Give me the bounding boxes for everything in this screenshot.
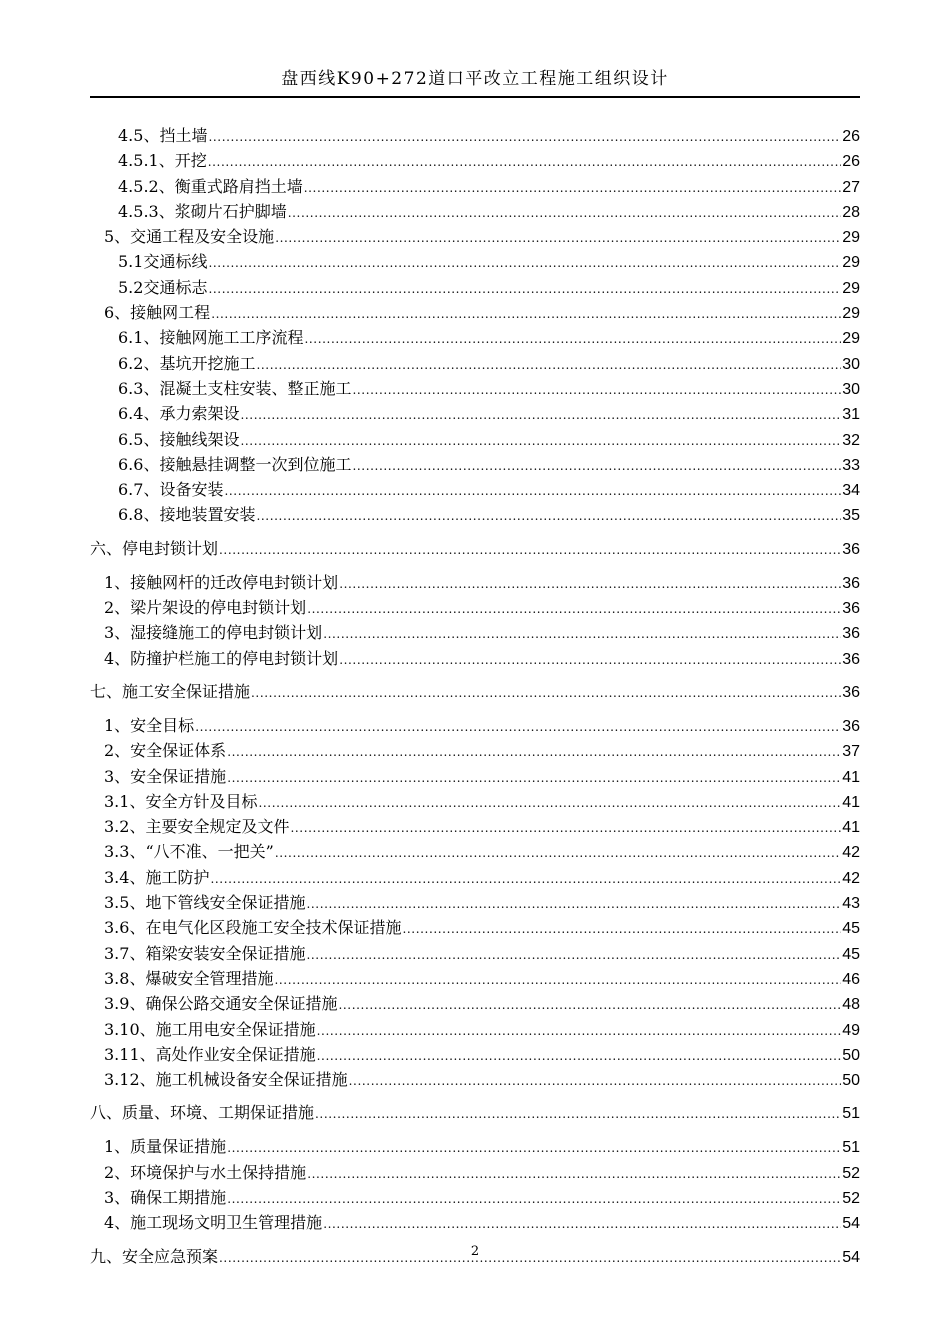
- dot-leader: [219, 538, 841, 562]
- toc-entry-page: 54: [842, 1248, 860, 1266]
- page-number: 2: [470, 1244, 480, 1259]
- toc-entry-page: 26: [842, 128, 860, 145]
- dot-leader: [323, 1213, 841, 1236]
- dot-leader: [195, 716, 841, 739]
- toc-entry-title: 6.3、混凝土支柱安装、整正施工: [118, 378, 352, 398]
- toc-entry[interactable]: [90, 1068, 860, 1093]
- dot-leader: [256, 505, 841, 528]
- toc-entry-title: 6.4、承力索架设: [118, 404, 240, 424]
- dot-leader: [210, 868, 841, 891]
- dot-leader: [317, 1020, 842, 1043]
- toc-entry-page: 32: [842, 431, 860, 449]
- toc-entry[interactable]: [90, 326, 860, 351]
- toc-entry-title: 6.8、接地装置安装: [118, 505, 256, 525]
- toc-entry-title: 3、安全保证措施: [104, 766, 227, 786]
- toc-entry[interactable]: [90, 916, 860, 941]
- dot-leader: [290, 817, 841, 840]
- toc-entry-title: 6.1、接触网施工工序流程: [118, 328, 304, 348]
- toc-entry[interactable]: [90, 571, 860, 596]
- toc-entry-page: 45: [842, 920, 860, 938]
- toc-entry-page: 42: [842, 869, 860, 887]
- toc-entry-title: 5、交通工程及安全设施: [104, 227, 275, 247]
- toc-entry-page: 36: [842, 625, 860, 643]
- toc-entry-page: 51: [842, 1139, 860, 1157]
- dot-leader: [211, 303, 841, 326]
- toc-entry[interactable]: [90, 680, 860, 705]
- toc-entry-title: 3.4、施工防护: [104, 867, 210, 887]
- dot-leader: [317, 1045, 842, 1068]
- toc-entry-title: 5.1交通标线: [118, 252, 208, 272]
- toc-entry[interactable]: [90, 1161, 860, 1186]
- toc-entry-title: 4.5.2、衡重式路肩挡土墙: [118, 176, 303, 196]
- toc-entry-title: 5.2交通标志: [118, 277, 208, 297]
- toc-entry-title: 2、安全保证体系: [104, 741, 227, 761]
- toc-entry[interactable]: [90, 377, 860, 402]
- table-of-contents: [90, 124, 860, 1279]
- toc-entry-page: 36: [842, 574, 860, 592]
- toc-entry-page: 49: [842, 1021, 860, 1039]
- toc-entry-title: 2、梁片架设的停电封锁计划: [104, 598, 307, 618]
- toc-entry-page: 52: [842, 1164, 860, 1182]
- toc-entry-page: 46: [842, 970, 860, 988]
- toc-entry[interactable]: [90, 301, 860, 326]
- toc-entry-page: 42: [842, 844, 860, 862]
- dot-leader: [304, 328, 841, 351]
- toc-entry-page: 29: [842, 305, 860, 323]
- toc-entry-title: 6、接触网工程: [104, 303, 211, 323]
- dot-leader: [339, 573, 841, 596]
- toc-entry[interactable]: [90, 250, 860, 275]
- toc-entry-title: 八、质量、环境、工期保证措施: [90, 1103, 315, 1123]
- toc-entry-page: 30: [842, 380, 860, 398]
- toc-entry[interactable]: [90, 1211, 860, 1236]
- page-header: [90, 62, 860, 98]
- toc-entry-title: 1、接触网杆的迁改停电封锁计划: [104, 572, 339, 592]
- toc-entry-page: 48: [842, 996, 860, 1014]
- toc-entry-title: 6.5、接触线架设: [118, 429, 240, 449]
- toc-entry-title: 4、施工现场文明卫生管理措施: [104, 1213, 323, 1233]
- toc-entry[interactable]: [90, 790, 860, 815]
- toc-entry-title: 6.2、基坑开挖施工: [118, 353, 256, 373]
- toc-entry[interactable]: [90, 815, 860, 840]
- toc-entry-page: 52: [842, 1189, 860, 1207]
- toc-entry[interactable]: [90, 537, 860, 562]
- toc-entry-title: 3.7、箱梁安装安全保证措施: [104, 943, 306, 963]
- toc-entry-title: 3.12、施工机械设备安全保证措施: [104, 1070, 348, 1090]
- dot-leader: [275, 227, 841, 250]
- toc-entry-page: 50: [842, 1046, 860, 1064]
- toc-entry-page: 41: [842, 793, 860, 811]
- toc-entry-title: 3.2、主要安全规定及文件: [104, 817, 290, 837]
- toc-entry-title: 3、湿接缝施工的停电封锁计划: [104, 623, 323, 643]
- toc-entry-page: 36: [842, 600, 860, 618]
- dot-leader: [307, 1163, 841, 1186]
- toc-entry[interactable]: [90, 453, 860, 478]
- document-title: 盘西线K90+272道口平改立工程施工组织设计: [281, 69, 669, 89]
- dot-leader: [274, 969, 841, 992]
- dot-leader: [288, 202, 841, 225]
- dot-leader: [251, 681, 841, 705]
- toc-entry-title: 2、环境保护与水土保持措施: [104, 1162, 307, 1182]
- dot-leader: [224, 480, 841, 503]
- dot-leader: [227, 1137, 841, 1160]
- toc-entry[interactable]: [90, 714, 860, 739]
- dot-leader: [275, 842, 841, 865]
- toc-entry-page: 30: [842, 355, 860, 373]
- dot-leader: [240, 404, 841, 427]
- toc-entry-title: 4.5.1、开挖: [118, 151, 207, 171]
- dot-leader: [208, 151, 841, 174]
- dot-leader: [349, 1070, 842, 1093]
- toc-entry-page: 31: [842, 406, 860, 424]
- toc-entry-title: 4.5、挡土墙: [118, 126, 208, 145]
- dot-leader: [306, 893, 841, 916]
- dot-leader: [304, 177, 841, 200]
- toc-entry-title: 3.8、爆破安全管理措施: [104, 968, 274, 988]
- toc-entry[interactable]: [90, 739, 860, 764]
- dot-leader: [208, 278, 841, 301]
- dot-leader: [258, 792, 841, 815]
- toc-entry-title: 九、安全应急预案: [90, 1246, 219, 1266]
- dot-leader: [227, 767, 841, 790]
- dot-leader: [227, 741, 841, 764]
- toc-entry-title: 6.7、设备安装: [118, 480, 224, 500]
- toc-entry-page: 36: [842, 650, 860, 668]
- dot-leader: [315, 1102, 841, 1126]
- dot-leader: [306, 944, 841, 967]
- toc-entry[interactable]: [90, 621, 860, 646]
- toc-entry-title: 6.6、接触悬挂调整一次到位施工: [118, 454, 352, 474]
- toc-entry[interactable]: [90, 596, 860, 621]
- toc-entry-title: 4.5.3、浆砌片石护脚墙: [118, 201, 287, 221]
- toc-entry[interactable]: [90, 992, 860, 1017]
- toc-entry-title: 3、确保工期措施: [104, 1187, 227, 1207]
- toc-entry-title: 3.3、“八不准、一把关”: [104, 842, 274, 862]
- toc-entry[interactable]: [90, 225, 860, 250]
- toc-entry-title: 4、防撞护栏施工的停电封锁计划: [104, 648, 339, 668]
- toc-entry-page: 34: [842, 482, 860, 500]
- toc-entry-page: 37: [842, 743, 860, 761]
- toc-entry-page: 29: [842, 279, 860, 297]
- toc-entry[interactable]: [90, 175, 860, 200]
- toc-entry-page: 41: [842, 819, 860, 837]
- toc-entry[interactable]: [90, 1186, 860, 1211]
- toc-entry[interactable]: [90, 149, 860, 174]
- toc-entry-title: 3.6、在电气化区段施工安全技术保证措施: [104, 918, 402, 938]
- toc-entry[interactable]: [90, 402, 860, 427]
- toc-entry[interactable]: [90, 840, 860, 865]
- toc-entry-page: 28: [842, 203, 860, 221]
- toc-entry-page: 29: [842, 229, 860, 247]
- toc-entry-page: 29: [842, 254, 860, 272]
- toc-entry[interactable]: [90, 891, 860, 916]
- dot-leader: [339, 649, 841, 672]
- toc-entry[interactable]: [90, 765, 860, 790]
- toc-entry-page: 27: [842, 178, 860, 196]
- toc-entry-page: 41: [842, 768, 860, 786]
- toc-entry-title: 3.10、施工用电安全保证措施: [104, 1019, 316, 1039]
- toc-entry[interactable]: [90, 276, 860, 301]
- toc-entry-title: 3.5、地下管线安全保证措施: [104, 893, 306, 913]
- dot-leader: [227, 1188, 841, 1211]
- toc-entry[interactable]: [90, 1018, 860, 1043]
- dot-leader: [256, 354, 841, 377]
- dot-leader: [323, 623, 841, 646]
- toc-entry-page: 26: [842, 153, 860, 171]
- toc-entry[interactable]: [90, 478, 860, 503]
- toc-entry[interactable]: [90, 942, 860, 967]
- toc-entry[interactable]: [90, 647, 860, 672]
- dot-leader: [208, 126, 841, 149]
- toc-entry[interactable]: [90, 1101, 860, 1126]
- toc-entry[interactable]: [90, 352, 860, 377]
- toc-entry[interactable]: [90, 1135, 860, 1160]
- toc-entry-page: 36: [842, 683, 860, 701]
- toc-entry-title: 六、停电封锁计划: [90, 538, 219, 558]
- toc-entry-page: 35: [842, 507, 860, 525]
- dot-leader: [208, 252, 841, 275]
- toc-entry-page: 36: [842, 717, 860, 735]
- toc-entry[interactable]: [90, 1043, 860, 1068]
- dot-leader: [402, 918, 841, 941]
- toc-entry-page: 54: [842, 1215, 860, 1233]
- toc-entry-title: 七、施工安全保证措施: [90, 681, 251, 701]
- toc-entry[interactable]: [90, 866, 860, 891]
- toc-entry-page: 51: [842, 1105, 860, 1123]
- toc-entry-title: 3.1、安全方针及目标: [104, 791, 258, 811]
- toc-entry-page: 36: [842, 540, 860, 558]
- toc-entry-page: 45: [842, 945, 860, 963]
- toc-entry-title: 3.9、确保公路交通安全保证措施: [104, 994, 338, 1014]
- dot-leader: [338, 994, 841, 1017]
- toc-entry[interactable]: [90, 967, 860, 992]
- toc-entry-title: 3.11、高处作业安全保证措施: [104, 1044, 316, 1064]
- dot-leader: [352, 379, 841, 402]
- toc-entry[interactable]: [90, 200, 860, 225]
- toc-entry[interactable]: [90, 428, 860, 453]
- toc-entry-page: 33: [842, 456, 860, 474]
- toc-entry-title: 1、安全目标: [104, 715, 195, 735]
- toc-entry[interactable]: [90, 503, 860, 528]
- toc-entry-title: 1、质量保证措施: [104, 1137, 227, 1157]
- toc-entry-page: 43: [842, 895, 860, 913]
- toc-entry-page: 29: [842, 330, 860, 348]
- toc-entry[interactable]: [90, 124, 860, 149]
- dot-leader: [352, 455, 841, 478]
- toc-entry-page: 50: [842, 1072, 860, 1090]
- dot-leader: [307, 598, 841, 621]
- dot-leader: [240, 430, 841, 453]
